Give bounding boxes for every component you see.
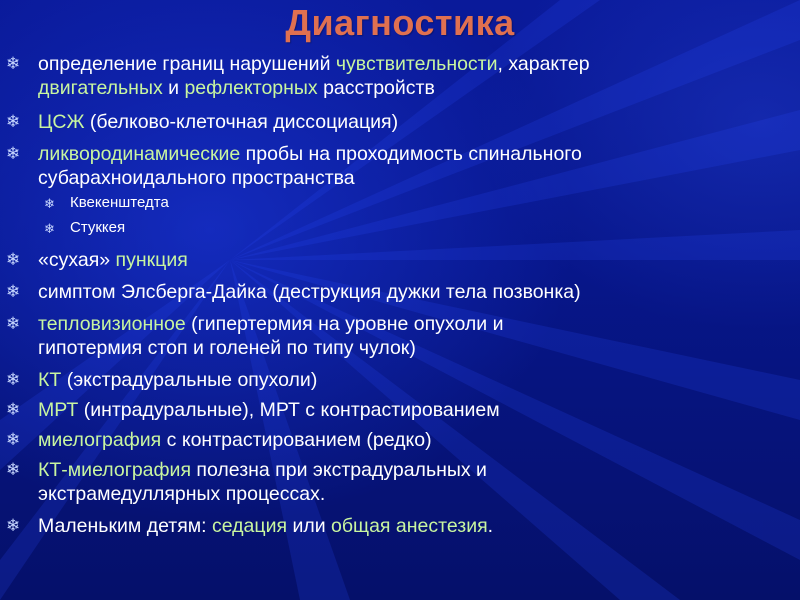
list-item-ct-myelography: КТ-миелография полезна при экстрадуральных и экстрамедуллярных процессах. <box>38 459 487 505</box>
snowflake-bullet-icon: ❄ <box>6 144 21 163</box>
list-item-elsberg-dyke: симптом Элсберга-Дайка (деструкция дужки тела позвонка) <box>38 281 581 303</box>
snowflake-bullet-icon: ❄ <box>6 430 21 449</box>
sub-item-queckenstedt: Квекенштедта <box>70 194 169 211</box>
snowflake-bullet-icon: ❄ <box>6 400 21 419</box>
list-item-myelography: миелография с контрастированием (редко) <box>38 429 432 451</box>
snowflake-bullet-icon: ❄ <box>6 112 21 131</box>
snowflake-bullet-icon: ❄ <box>6 460 21 479</box>
snowflake-bullet-icon: ❄ <box>44 221 55 236</box>
list-item-children: Маленьким детям: седация или общая анестезия. <box>38 515 494 537</box>
snowflake-bullet-icon: ❄ <box>6 54 21 73</box>
list-item-ct: КТ (экстрадуральные опухоли) <box>38 369 318 391</box>
snowflake-bullet-icon: ❄ <box>6 282 21 301</box>
list-item-dry-puncture: «сухая» пункция <box>38 249 188 271</box>
list-item-mri: МРТ (интрадуральные), МРТ с контрастированием <box>38 399 500 421</box>
snowflake-bullet-icon: ❄ <box>44 196 55 211</box>
list-item-thermography: тепловизионное (гипертермия на уровне опухоли и гипотермия стоп и голеней по типу чулок) <box>38 313 504 359</box>
list-item-sensitivity: определение границ нарушений чувствительности, характер двигательных и рефлекторных расстройств <box>38 53 590 99</box>
sub-item-stookey: Стуккея <box>70 219 126 236</box>
list-item-csf: ЦСЖ (белково-клеточная диссоциация) <box>38 111 399 133</box>
snowflake-bullet-icon: ❄ <box>6 370 21 389</box>
snowflake-bullet-icon: ❄ <box>6 314 21 333</box>
list-item-liquorodynamic: ликвородинамические пробы на проходимость спинального субарахноидального пространства <box>38 143 582 189</box>
slide-title: Диагностика <box>285 2 515 43</box>
snowflake-bullet-icon: ❄ <box>6 516 21 535</box>
snowflake-bullet-icon: ❄ <box>6 250 21 269</box>
